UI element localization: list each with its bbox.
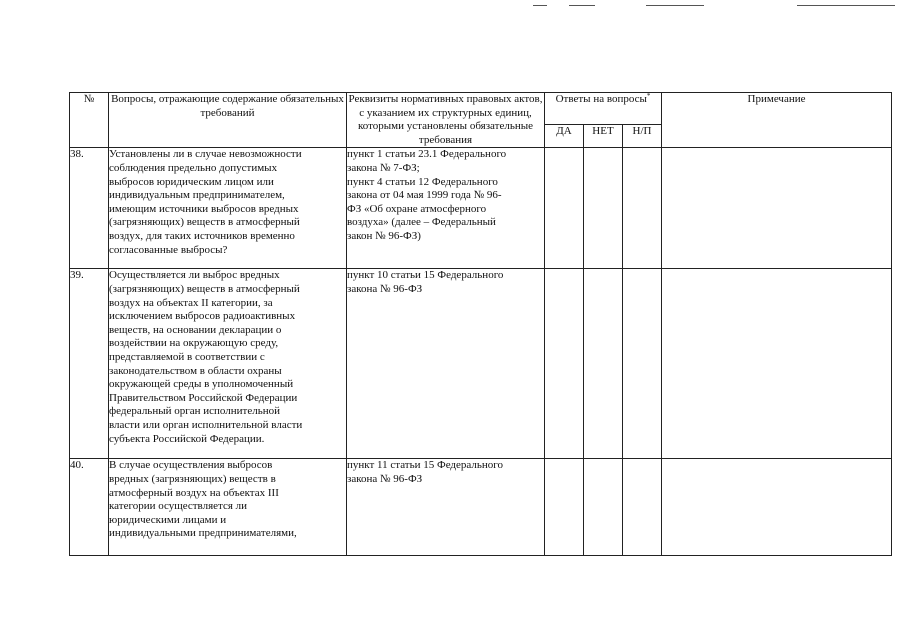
question-line: окружающей среды в уполномоченный [109, 378, 294, 391]
scan-artifact-line [533, 5, 547, 6]
requisite-line: закона № 96-ФЗ [347, 472, 423, 485]
row-number: 39. [70, 269, 109, 459]
question-line: законодательством в области охраны [109, 364, 282, 377]
header-questions: Вопросы, отражающие содержание обязательных требований [109, 93, 347, 148]
requisite-line: воздуха» (далее – Федеральный [347, 216, 496, 229]
row-number: 38. [70, 148, 109, 269]
header-answers-label: Ответы на вопросы [555, 93, 647, 105]
answer-na-cell[interactable] [623, 148, 662, 269]
requisite-line: пункт 4 статьи 12 Федерального [347, 175, 498, 188]
question-cell [109, 269, 347, 459]
question-line: атмосферный воздух на объектах III [109, 486, 279, 499]
question-line: индивидуальным предпринимателем, [109, 189, 285, 202]
requisite-cell [347, 459, 545, 556]
header-na: Н/П [623, 125, 662, 148]
answer-na-cell[interactable] [623, 269, 662, 459]
header-answers [545, 93, 662, 125]
requisite-line: ФЗ «Об охране атмосферного [347, 202, 487, 215]
question-line: выбросов юридическим лицом или [109, 175, 274, 188]
requisite-line: закон № 96-ФЗ) [347, 229, 421, 242]
question-line: индивидуальными предпринимателями, [109, 527, 297, 540]
question-line: соблюдения предельно допустимых [109, 161, 278, 174]
footnote-mark: * [646, 92, 651, 100]
question-line: исключением выбросов радиоактивных [109, 310, 296, 323]
answer-no-cell[interactable] [584, 148, 623, 269]
requisite-cell [347, 269, 545, 459]
table-row [70, 148, 892, 269]
header-row [70, 93, 892, 125]
question-line: согласованные выбросы? [109, 243, 228, 256]
header-note: Примечание [662, 93, 892, 148]
checklist-table [69, 92, 892, 556]
question-line: веществ, на основании декларации о [109, 323, 282, 336]
question-line: категории осуществляется ли [109, 500, 248, 513]
question-line: федеральный орган исполнительной [109, 405, 281, 418]
table-row [70, 269, 892, 459]
question-line: власти или орган исполнительной власти [109, 418, 303, 431]
question-line: вредных (загрязняющих) веществ в [109, 472, 276, 485]
question-cell [109, 459, 347, 556]
requisite-line: пункт 11 статьи 15 Федерального [347, 459, 504, 472]
question-line: юридическими лицами и [109, 513, 227, 526]
header-number: № [70, 93, 109, 148]
requisite-line: закона от 04 мая 1999 года № 96- [347, 189, 502, 202]
question-line: (загрязняющих) веществ в атмосферный [109, 216, 300, 229]
answer-no-cell[interactable] [584, 269, 623, 459]
question-line: воздух, для таких источников временно [109, 229, 295, 242]
header-no: НЕТ [584, 125, 623, 148]
requisite-line: пункт 1 статьи 23.1 Федерального [347, 148, 507, 161]
question-line: (загрязняющих) веществ в атмосферный [109, 282, 300, 295]
question-line: представляемой в соответствии с [109, 350, 265, 363]
note-cell[interactable] [662, 459, 892, 556]
answer-yes-cell[interactable] [545, 269, 584, 459]
answer-no-cell[interactable] [584, 459, 623, 556]
requisite-line: закона № 7-ФЗ; [347, 161, 420, 174]
question-line: Установлены ли в случае невозможности [109, 148, 302, 161]
note-cell[interactable] [662, 269, 892, 459]
scan-artifact-line [797, 5, 895, 6]
scan-artifact-line [646, 5, 704, 6]
answer-yes-cell[interactable] [545, 148, 584, 269]
question-line: воздух на объектах II категории, за [109, 296, 273, 309]
header-requisites: Реквизиты нормативных правовых актов, с указанием их структурных единиц, которыми установлены обязательные требования [347, 93, 545, 148]
table-row [70, 459, 892, 556]
requisite-cell [347, 148, 545, 269]
question-line: имеющим источники выбросов вредных [109, 202, 299, 215]
question-line: воздействии на окружающую среду, [109, 337, 279, 350]
question-line: субъекта Российской Федерации. [109, 432, 265, 445]
question-line: Осуществляется ли выброс вредных [109, 269, 280, 282]
requisite-line: пункт 10 статьи 15 Федерального [347, 269, 504, 282]
question-line: В случае осуществления выбросов [109, 459, 273, 472]
answer-yes-cell[interactable] [545, 459, 584, 556]
scan-artifact-line [569, 5, 595, 6]
question-cell [109, 148, 347, 269]
requisite-line: закона № 96-ФЗ [347, 282, 423, 295]
header-yes: ДА [545, 125, 584, 148]
note-cell[interactable] [662, 148, 892, 269]
question-line: Правительством Российской Федерации [109, 391, 298, 404]
row-number: 40. [70, 459, 109, 556]
answer-na-cell[interactable] [623, 459, 662, 556]
